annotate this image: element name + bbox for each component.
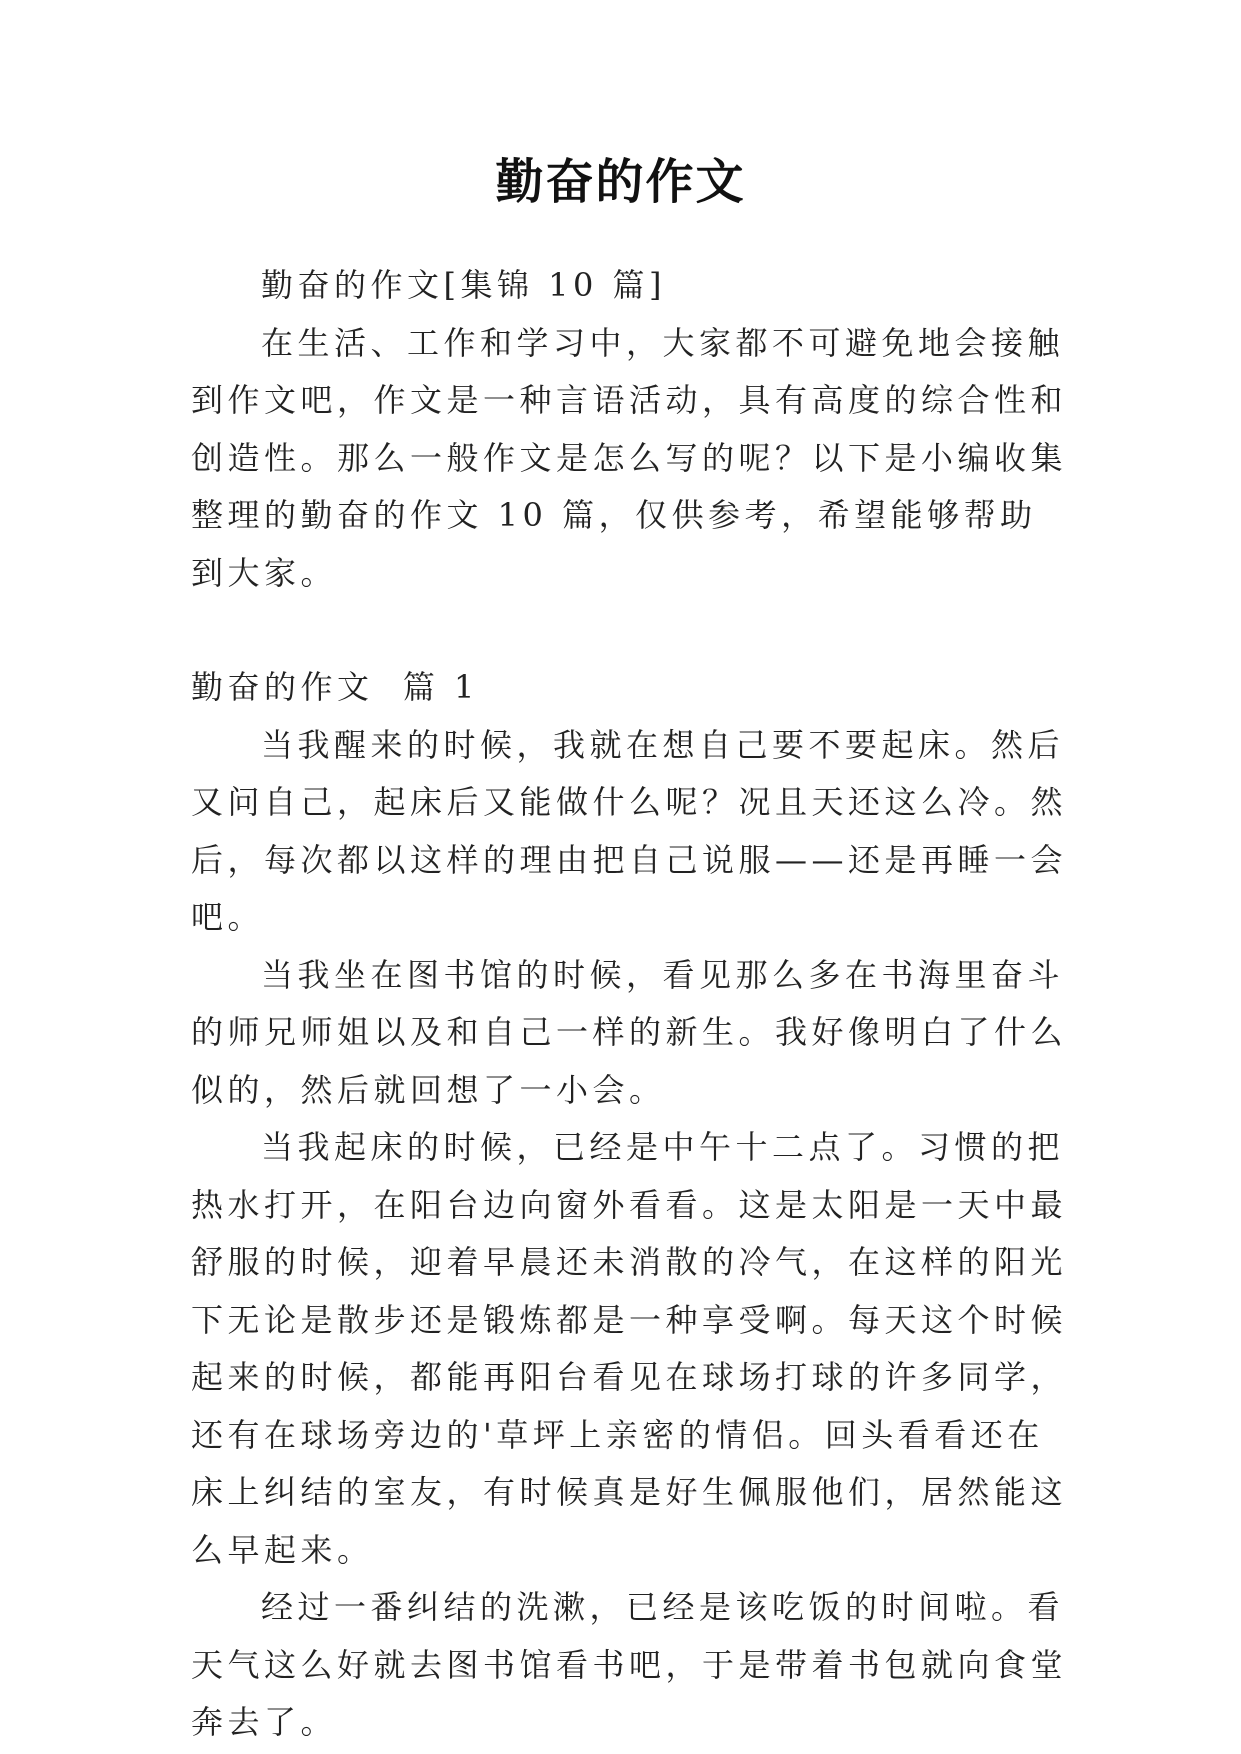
- document-title: 勤奋的作文: [495, 154, 746, 210]
- section-heading: [191, 659, 1071, 717]
- essay-paragraph: 当我醒来的时候，我就在想自己要不要起床。然后又问自己，起床后又能做什么呢？况且天还这么冷。然后，每次都以这样的理由把自己说服——还是再睡一会吧。: [191, 725, 1068, 936]
- intro-paragraph: 在生活、工作和学习中，大家都不可避免地会接触到作文吧，作文是一种言语活动，具有高度的综合性和创造性。那么一般作文是怎么写的呢？以下是小编收集整理的勤奋的作文 10 篇，仅供参考，希望能够帮助到大家。: [191, 323, 1068, 592]
- section-title: 勤奋的作文: [191, 668, 374, 706]
- essay-paragraph: 当我起床的时候，已经是中午十二点了。习惯的把热水打开，在阳台边向窗外看看。这是太阳是一天中最舒服的时候，迎着早晨还未消散的冷气，在这样的阳光下无论是散步还是锻炼都是一种享受啊。每天这个时候起来的时候，都能再阳台看见在球场打球的许多同学，还有在球场旁边的'草坪上亲密的情侣。回头看看还在床上纠结的室友，有时候真是好生佩服他们，居然能这么早起来。: [191, 1128, 1068, 1569]
- section-number: 篇 1: [402, 668, 479, 706]
- section-spacer: [191, 602, 1071, 659]
- document-body: [191, 257, 1071, 1752]
- intro-heading: 勤奋的作文[集锦 10 篇]: [261, 266, 667, 304]
- essay-paragraph: 当我坐在图书馆的时候，看见那么多在书海里奋斗的师兄师姐以及和自己一样的新生。我好像明白了什么似的，然后就回想了一小会。: [191, 955, 1068, 1109]
- essay-paragraph: 经过一番纠结的洗漱，已经是该吃饭的时间啦。看天气这么好就去图书馆看书吧，于是带着书包就向食堂奔去了。: [191, 1588, 1068, 1741]
